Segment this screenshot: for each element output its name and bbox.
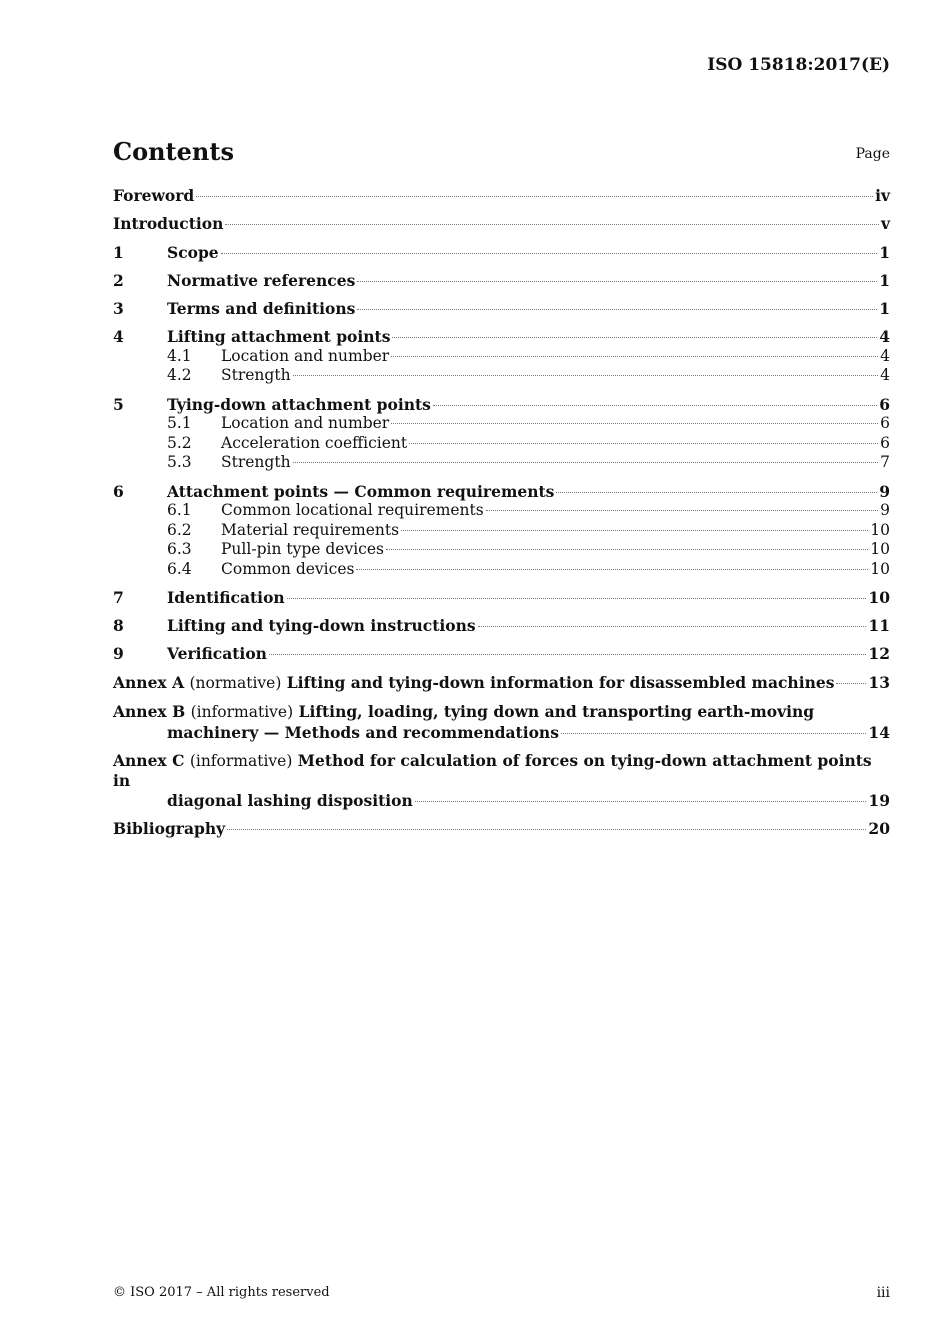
dot-leader	[357, 309, 877, 310]
annex-label: Annex A	[113, 672, 185, 692]
toc-entry-number: 6.2	[167, 520, 192, 539]
dot-leader	[401, 530, 868, 531]
toc-entry-title: Strength	[221, 453, 291, 472]
toc-entry-number: 4	[113, 327, 124, 347]
toc-entry[interactable]	[113, 560, 890, 580]
toc-header	[113, 132, 890, 166]
toc-entry-title: Location and number	[221, 414, 390, 433]
toc-entry-bibliography[interactable]	[113, 819, 890, 839]
annex-type: (informative)	[190, 703, 294, 722]
annex-heading-line	[113, 673, 890, 694]
toc-entry[interactable]	[113, 395, 890, 415]
toc-entry[interactable]	[113, 588, 890, 608]
page-column-label: Page	[855, 146, 890, 162]
toc-entry-title: Foreword	[113, 186, 195, 205]
toc-entry[interactable]	[113, 616, 890, 636]
dot-leader	[356, 569, 868, 570]
annex-type: (informative)	[189, 751, 293, 770]
toc-annex-entry[interactable]	[113, 673, 890, 694]
toc-entry-page: 1	[879, 242, 890, 262]
toc-entry-page: 10	[870, 520, 890, 539]
annex-title-group	[113, 673, 834, 694]
toc-entry-page: 6	[880, 414, 890, 433]
toc-entry-page: 14	[868, 722, 890, 742]
toc-entry-page: 9	[879, 481, 890, 501]
toc-entry-number: 8	[113, 616, 124, 636]
toc-entry-number: 3	[113, 299, 124, 319]
toc-entry-number: 9	[113, 644, 124, 664]
dot-leader	[225, 224, 879, 225]
dot-leader	[391, 356, 878, 357]
toc-entry-page: 10	[868, 587, 890, 607]
toc-entry-number: 5.3	[167, 453, 192, 472]
toc-entry-page: 13	[868, 672, 890, 692]
toc-entry[interactable]	[113, 540, 890, 560]
toc-entry[interactable]	[113, 327, 890, 347]
dot-leader	[409, 443, 878, 444]
toc-entry-number: 6.1	[167, 501, 192, 520]
dot-leader	[392, 337, 877, 338]
toc-entry-title: Verification	[167, 644, 267, 664]
toc-entry-page: 6	[880, 433, 890, 452]
toc-entry-title: Location and number	[221, 346, 390, 365]
toc-entry-number: 6	[113, 481, 124, 501]
toc-entry-title: Common devices	[221, 559, 355, 578]
annex-title-continuation-line	[113, 723, 890, 743]
dot-leader	[486, 510, 878, 511]
toc-entry-number: 1	[113, 242, 124, 262]
dot-leader	[221, 253, 878, 254]
toc-entry-page: 4	[879, 327, 890, 347]
toc-entry-page: 19	[868, 790, 890, 810]
toc-entry-number: 5.1	[167, 414, 192, 433]
toc-entry-page: 11	[868, 616, 890, 636]
toc-entry-number: 6.3	[167, 540, 192, 559]
toc-entry-title: Material requirements	[221, 520, 400, 539]
toc-entry-number: 2	[113, 270, 124, 290]
toc-title: Contents	[113, 137, 234, 166]
toc-entry[interactable]	[113, 214, 890, 234]
toc-entry-title: Introduction	[113, 214, 224, 234]
toc-entry-number: 4.1	[167, 346, 192, 365]
toc-entry-title: Terms and definitions	[167, 299, 356, 319]
toc-entry-page: 4	[880, 366, 890, 385]
annex-label: Annex C	[113, 750, 185, 770]
annex-title-continuation-line	[113, 791, 890, 811]
toc-entry-title: Identification	[167, 587, 285, 607]
toc-entry-page: 20	[868, 819, 890, 839]
toc-entry[interactable]	[113, 482, 890, 502]
dot-leader	[836, 683, 866, 684]
copyright-notice: © ISO 2017 – All rights reserved	[113, 1285, 330, 1300]
dot-leader	[391, 423, 878, 424]
dot-leader	[196, 196, 873, 197]
toc-entry[interactable]	[113, 644, 890, 664]
toc-entry[interactable]	[113, 453, 890, 473]
toc-entry-title: Scope	[167, 242, 219, 262]
toc-entry-page: 6	[879, 394, 890, 414]
annex-title: Method for calculation of forces on tying-down attachment points in	[113, 750, 872, 791]
toc-entry-page: 9	[880, 501, 890, 520]
toc-entry[interactable]	[113, 501, 890, 521]
toc-entry-title: Attachment points — Common requirements	[167, 481, 555, 501]
document-id: ISO 15818:2017(E)	[707, 55, 890, 75]
table-of-contents	[113, 186, 890, 839]
dot-leader	[415, 801, 867, 802]
toc-entry[interactable]	[113, 347, 890, 367]
toc-entry-number: 4.2	[167, 366, 192, 385]
annex-title-continuation: machinery — Methods and recommendations	[167, 722, 559, 742]
toc-entry[interactable]	[113, 243, 890, 263]
toc-entry-title: Bibliography	[113, 819, 226, 839]
annex-heading-line	[113, 702, 890, 723]
annex-title: Lifting, loading, tying down and transporting earth-moving	[298, 702, 815, 722]
toc-entry-title: Acceleration coefficient	[221, 433, 408, 452]
toc-entry[interactable]	[113, 521, 890, 541]
toc-entry-title: Lifting attachment points	[167, 327, 391, 347]
dot-leader	[386, 549, 868, 550]
toc-entry-title: Strength	[221, 366, 291, 385]
annex-heading-line	[113, 751, 890, 791]
dot-leader	[293, 375, 879, 376]
toc-entry-title: Pull-pin type devices	[221, 540, 384, 559]
toc-entry-title: Normative references	[167, 270, 356, 290]
toc-entry[interactable]	[113, 271, 890, 291]
annex-title-continuation: diagonal lashing disposition	[167, 790, 413, 810]
toc-entry-page: 4	[880, 346, 890, 365]
toc-entry-page: 10	[870, 559, 890, 578]
toc-annex-entry[interactable]	[113, 702, 890, 742]
toc-entry-number: 5	[113, 394, 124, 414]
dot-leader	[478, 626, 867, 627]
annex-type: (normative)	[189, 673, 282, 692]
dot-leader	[227, 829, 866, 830]
dot-leader	[357, 281, 877, 282]
toc-entry[interactable]	[113, 414, 890, 434]
toc-entry[interactable]	[113, 299, 890, 319]
toc-entry[interactable]	[113, 434, 890, 454]
toc-entry-title: Lifting and tying-down instructions	[167, 616, 476, 636]
toc-entry-page: 12	[868, 644, 890, 664]
dot-leader	[287, 598, 867, 599]
annex-title: Lifting and tying-down information for disassembled machines	[286, 672, 835, 692]
toc-entry-title: Tying-down attachment points	[167, 394, 431, 414]
toc-entry[interactable]	[113, 186, 890, 206]
dot-leader	[556, 492, 877, 493]
toc-entry-page: v	[880, 214, 890, 234]
dot-leader	[433, 405, 877, 406]
toc-entry-title: Common locational requirements	[221, 501, 484, 520]
toc-entry-number: 6.4	[167, 559, 192, 578]
toc-annex-entry[interactable]	[113, 751, 890, 811]
dot-leader	[269, 654, 866, 655]
toc-entry-number: 7	[113, 587, 124, 607]
dot-leader	[561, 733, 866, 734]
toc-entry[interactable]	[113, 366, 890, 386]
toc-entry-page: 1	[879, 270, 890, 290]
toc-entry-page: 10	[870, 540, 890, 559]
toc-entry-page: iv	[875, 186, 890, 205]
page-number: iii	[876, 1285, 890, 1301]
toc-entry-page: 1	[879, 299, 890, 319]
toc-entry-page: 7	[880, 453, 890, 472]
dot-leader	[293, 462, 879, 463]
annex-label: Annex B	[113, 702, 186, 722]
toc-entry-number: 5.2	[167, 433, 192, 452]
